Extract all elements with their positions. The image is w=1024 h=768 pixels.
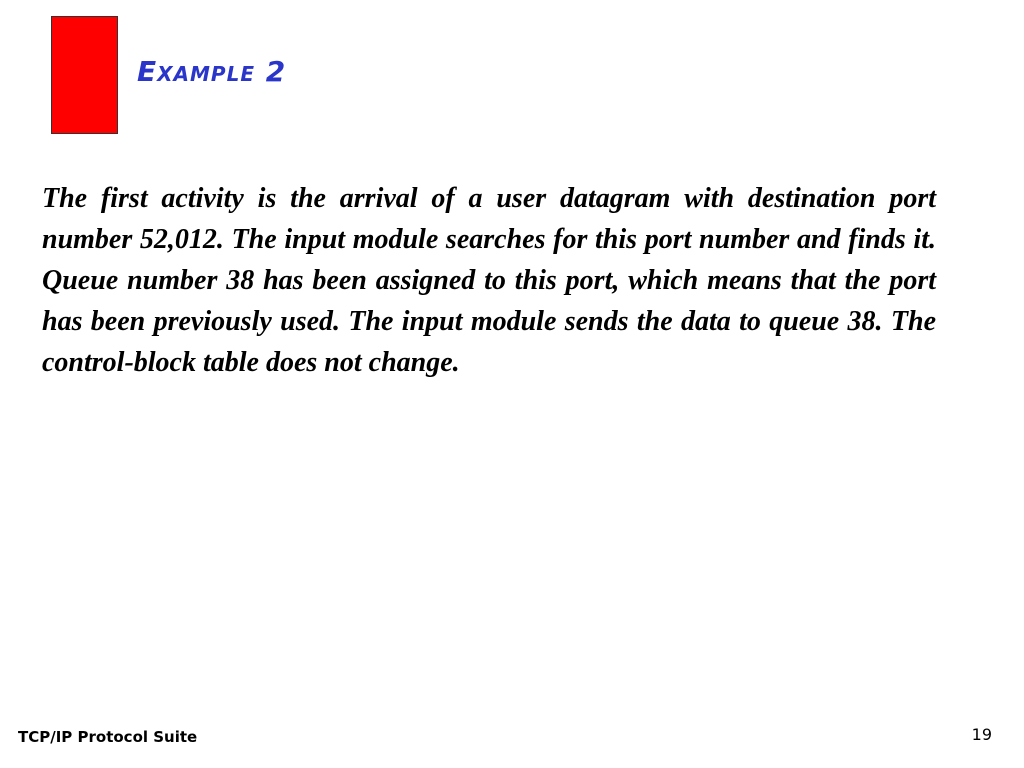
slide-title: Example 2	[137, 55, 287, 88]
slide-body-text: The first activity is the arrival of a user datagram with destination port number 52,012. The input module searches for this port number and finds it. Queue number 38 has been assigned to this port, which means that the port has been previously used. The input module sends the data to queue 38. The control-block table does not change.	[42, 183, 936, 378]
red-accent-block	[51, 16, 118, 134]
footer-text: TCP/IP Protocol Suite	[18, 728, 198, 746]
page-number: 19	[971, 725, 992, 744]
